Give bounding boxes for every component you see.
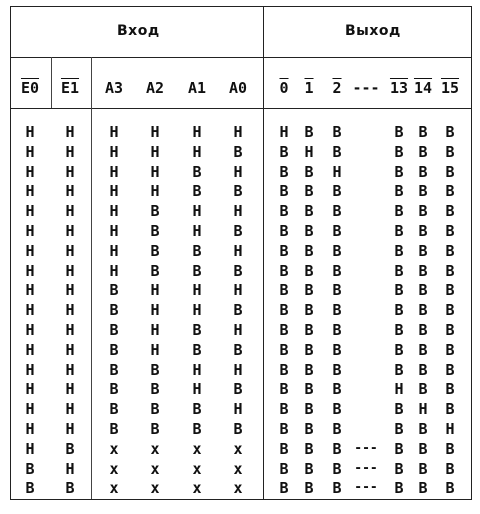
table-cell: х: [233, 459, 243, 478]
table-cell: В: [279, 420, 289, 438]
table-cell: В: [445, 222, 455, 240]
table-cell: В: [445, 340, 455, 359]
table-cell: ---: [354, 460, 378, 476]
table-cell: В: [418, 340, 428, 359]
table-cell: В: [304, 380, 314, 399]
table-cell: Н: [109, 261, 119, 280]
table-cell: Н: [25, 142, 35, 161]
table-cell: В: [65, 479, 75, 498]
table-cell: Н: [192, 202, 202, 221]
table-cell: В: [279, 360, 289, 379]
table-cell: В: [418, 420, 428, 438]
table-cell: В: [418, 439, 428, 458]
table-cell: В: [109, 400, 119, 419]
table-cell: Н: [233, 321, 243, 339]
table-cell: В: [394, 222, 404, 240]
column-header-a3: A3: [104, 79, 124, 97]
column-header-a2: A2: [145, 79, 165, 97]
table-cell: Н: [192, 360, 202, 379]
table-cell: В: [394, 420, 404, 438]
table-cell: В: [332, 301, 342, 320]
table-cell: Н: [25, 380, 35, 399]
table-cell: В: [304, 459, 314, 478]
column-header-e1: E1: [60, 79, 80, 97]
table-cell: В: [394, 123, 404, 141]
column-header-divider: [11, 108, 471, 109]
table-cell: Н: [150, 162, 160, 181]
table-cell: Н: [25, 439, 35, 458]
table-cell: В: [332, 123, 342, 141]
table-cell: В: [394, 301, 404, 320]
table-cell: В: [304, 340, 314, 359]
table-cell: Н: [150, 340, 160, 359]
table-cell: В: [25, 479, 35, 498]
table-cell: х: [192, 439, 202, 458]
column-header-15: 15: [440, 79, 460, 97]
table-cell: В: [332, 261, 342, 280]
table-cell: В: [192, 321, 202, 339]
table-cell: В: [109, 281, 119, 300]
table-cell: Н: [109, 142, 119, 161]
column-header-a1: A1: [187, 79, 207, 97]
table-cell: В: [279, 439, 289, 458]
table-cell: В: [332, 202, 342, 221]
table-cell: В: [279, 162, 289, 181]
table-cell: х: [109, 459, 119, 478]
table-cell: В: [394, 360, 404, 379]
table-cell: В: [109, 321, 119, 339]
table-cell: Н: [65, 202, 75, 221]
table-cell: В: [418, 479, 428, 498]
table-cell: В: [418, 301, 428, 320]
table-cell: В: [445, 439, 455, 458]
table-cell: Н: [109, 222, 119, 240]
table-cell: В: [445, 202, 455, 221]
table-cell: Н: [25, 182, 35, 201]
table-cell: Н: [25, 400, 35, 419]
table-cell: В: [394, 202, 404, 221]
table-cell: В: [279, 301, 289, 320]
table-cell: Н: [65, 142, 75, 161]
table-cell: Н: [233, 400, 243, 419]
table-cell: Н: [65, 360, 75, 379]
table-cell: х: [233, 439, 243, 458]
table-cell: В: [418, 281, 428, 300]
table-cell: Н: [65, 340, 75, 359]
column-header-e0: E0: [20, 79, 40, 97]
table-cell: В: [418, 261, 428, 280]
table-cell: В: [233, 301, 243, 320]
table-cell: В: [192, 400, 202, 419]
table-cell: Н: [192, 301, 202, 320]
table-cell: В: [304, 439, 314, 458]
table-cell: В: [192, 420, 202, 438]
table-cell: В: [394, 400, 404, 419]
table-cell: В: [233, 261, 243, 280]
column-header-2: 2: [332, 79, 342, 97]
table-cell: В: [445, 182, 455, 201]
table-cell: В: [109, 301, 119, 320]
table-cell: Н: [192, 142, 202, 161]
table-cell: В: [109, 420, 119, 438]
table-cell: В: [150, 420, 160, 438]
table-cell: В: [233, 340, 243, 359]
column-header-14: 14: [413, 79, 433, 97]
table-cell: Н: [65, 222, 75, 240]
table-cell: х: [192, 459, 202, 478]
table-cell: В: [304, 321, 314, 339]
table-cell: Н: [65, 301, 75, 320]
table-cell: Н: [150, 142, 160, 161]
table-cell: Н: [65, 182, 75, 201]
table-cell: В: [418, 241, 428, 260]
table-cell: В: [233, 380, 243, 399]
table-cell: В: [332, 400, 342, 419]
table-cell: х: [109, 439, 119, 458]
table-cell: х: [192, 479, 202, 498]
table-cell: В: [418, 162, 428, 181]
table-cell: В: [445, 281, 455, 300]
table-cell: Н: [65, 420, 75, 438]
table-cell: В: [304, 301, 314, 320]
table-cell: Н: [192, 380, 202, 399]
table-cell: В: [192, 182, 202, 201]
table-cell: Н: [25, 281, 35, 300]
table-cell: Н: [25, 321, 35, 339]
table-cell: Н: [65, 123, 75, 141]
table-cell: В: [332, 222, 342, 240]
table-cell: Н: [25, 301, 35, 320]
table-cell: В: [304, 202, 314, 221]
table-cell: Н: [65, 400, 75, 419]
table-cell: Н: [25, 162, 35, 181]
table-cell: В: [332, 479, 342, 498]
table-cell: В: [192, 261, 202, 280]
table-cell: В: [445, 261, 455, 280]
input-group-header: Вход: [117, 23, 160, 39]
table-cell: В: [192, 162, 202, 181]
table-cell: В: [394, 281, 404, 300]
table-cell: Н: [25, 123, 35, 141]
enable-address-divider: [91, 57, 92, 499]
column-header-ellipsis: ---: [352, 79, 380, 97]
table-cell: В: [418, 321, 428, 339]
table-cell: Н: [150, 321, 160, 339]
output-group-header: Выход: [345, 23, 401, 39]
table-cell: Н: [233, 162, 243, 181]
table-cell: В: [394, 241, 404, 260]
table-cell: В: [304, 123, 314, 141]
table-cell: Н: [65, 459, 75, 478]
table-cell: Н: [65, 380, 75, 399]
table-cell: В: [394, 162, 404, 181]
table-cell: В: [109, 380, 119, 399]
table-cell: Н: [25, 222, 35, 240]
table-cell: Н: [279, 123, 289, 141]
table-cell: В: [394, 340, 404, 359]
table-cell: В: [445, 321, 455, 339]
table-cell: В: [445, 162, 455, 181]
table-cell: В: [233, 420, 243, 438]
table-cell: В: [332, 459, 342, 478]
table-cell: Н: [109, 123, 119, 141]
enable-pair-divider: [51, 57, 52, 108]
table-cell: В: [418, 142, 428, 161]
table-cell: В: [445, 479, 455, 498]
table-cell: В: [279, 281, 289, 300]
table-cell: В: [109, 340, 119, 359]
table-cell: В: [332, 182, 342, 201]
table-cell: В: [418, 123, 428, 141]
table-cell: В: [445, 301, 455, 320]
table-cell: Н: [394, 380, 404, 399]
group-header-divider: [11, 57, 471, 58]
table-cell: х: [150, 439, 160, 458]
table-cell: ---: [354, 480, 378, 496]
table-cell: В: [279, 142, 289, 161]
table-cell: В: [394, 479, 404, 498]
column-header-0: 0: [279, 79, 289, 97]
table-cell: В: [233, 222, 243, 240]
table-cell: Н: [192, 123, 202, 141]
table-cell: В: [332, 321, 342, 339]
table-cell: Н: [25, 241, 35, 260]
table-cell: В: [304, 182, 314, 201]
table-cell: Н: [150, 123, 160, 141]
table-cell: Н: [65, 281, 75, 300]
table-cell: Н: [192, 222, 202, 240]
input-output-divider: [263, 7, 264, 499]
table-cell: В: [445, 123, 455, 141]
table-cell: В: [304, 162, 314, 181]
table-cell: В: [332, 340, 342, 359]
table-cell: В: [332, 439, 342, 458]
table-cell: В: [394, 459, 404, 478]
table-cell: В: [332, 380, 342, 399]
table-cell: Н: [418, 400, 428, 419]
table-cell: В: [418, 380, 428, 399]
table-cell: В: [150, 380, 160, 399]
table-cell: В: [150, 360, 160, 379]
table-cell: В: [150, 241, 160, 260]
table-cell: В: [445, 241, 455, 260]
table-cell: В: [332, 420, 342, 438]
table-cell: В: [192, 241, 202, 260]
table-cell: Н: [65, 321, 75, 339]
table-cell: В: [418, 360, 428, 379]
table-cell: Н: [192, 281, 202, 300]
table-cell: ---: [354, 440, 378, 456]
table-cell: В: [418, 222, 428, 240]
table-cell: Н: [109, 241, 119, 260]
table-cell: Н: [65, 162, 75, 181]
table-cell: В: [418, 459, 428, 478]
column-header-13: 13: [389, 79, 409, 97]
table-cell: В: [304, 261, 314, 280]
table-cell: В: [233, 182, 243, 201]
table-cell: В: [394, 182, 404, 201]
table-cell: В: [304, 420, 314, 438]
table-cell: В: [332, 360, 342, 379]
table-cell: В: [279, 182, 289, 201]
table-cell: В: [394, 321, 404, 339]
table-cell: Н: [65, 261, 75, 280]
table-cell: В: [233, 142, 243, 161]
table-cell: Н: [233, 360, 243, 379]
table-cell: Н: [233, 241, 243, 260]
table-cell: Н: [25, 340, 35, 359]
table-cell: Н: [25, 261, 35, 280]
table-cell: В: [394, 142, 404, 161]
table-cell: В: [418, 182, 428, 201]
table-cell: Н: [233, 281, 243, 300]
table-cell: Н: [25, 202, 35, 221]
table-cell: В: [418, 202, 428, 221]
table-cell: В: [109, 360, 119, 379]
table-cell: В: [279, 202, 289, 221]
table-cell: Н: [233, 123, 243, 141]
table-cell: Н: [233, 202, 243, 221]
column-header-1: 1: [304, 79, 314, 97]
table-cell: х: [150, 479, 160, 498]
table-cell: В: [192, 340, 202, 359]
table-cell: В: [65, 439, 75, 458]
table-cell: Н: [109, 182, 119, 201]
table-cell: Н: [65, 241, 75, 260]
table-cell: В: [445, 400, 455, 419]
table-cell: В: [279, 340, 289, 359]
table-cell: В: [150, 400, 160, 419]
table-cell: В: [304, 241, 314, 260]
table-cell: Н: [150, 182, 160, 201]
table-cell: х: [233, 479, 243, 498]
table-cell: Н: [445, 420, 455, 438]
table-cell: В: [445, 360, 455, 379]
table-cell: В: [150, 202, 160, 221]
column-header-a0: A0: [228, 79, 248, 97]
table-cell: В: [304, 360, 314, 379]
table-cell: Н: [109, 162, 119, 181]
table-cell: В: [445, 142, 455, 161]
table-cell: В: [279, 479, 289, 498]
table-cell: В: [279, 321, 289, 339]
table-cell: В: [304, 222, 314, 240]
table-cell: В: [394, 261, 404, 280]
table-cell: В: [150, 261, 160, 280]
table-cell: В: [150, 222, 160, 240]
table-cell: В: [445, 380, 455, 399]
table-cell: Н: [25, 360, 35, 379]
table-cell: х: [109, 479, 119, 498]
truth-table: [10, 6, 472, 500]
table-cell: В: [279, 241, 289, 260]
table-cell: Н: [332, 162, 342, 181]
table-cell: Н: [25, 420, 35, 438]
table-cell: В: [332, 142, 342, 161]
table-cell: В: [394, 439, 404, 458]
table-cell: В: [25, 459, 35, 478]
table-cell: В: [279, 400, 289, 419]
table-cell: х: [150, 459, 160, 478]
table-cell: В: [445, 459, 455, 478]
table-cell: В: [304, 479, 314, 498]
table-cell: Н: [304, 142, 314, 161]
table-cell: В: [304, 400, 314, 419]
table-cell: Н: [150, 281, 160, 300]
table-cell: В: [279, 222, 289, 240]
table-cell: В: [279, 459, 289, 478]
table-cell: В: [279, 380, 289, 399]
table-cell: Н: [150, 301, 160, 320]
table-cell: В: [279, 261, 289, 280]
table-cell: В: [304, 281, 314, 300]
table-cell: Н: [109, 202, 119, 221]
table-cell: В: [332, 281, 342, 300]
table-cell: В: [332, 241, 342, 260]
